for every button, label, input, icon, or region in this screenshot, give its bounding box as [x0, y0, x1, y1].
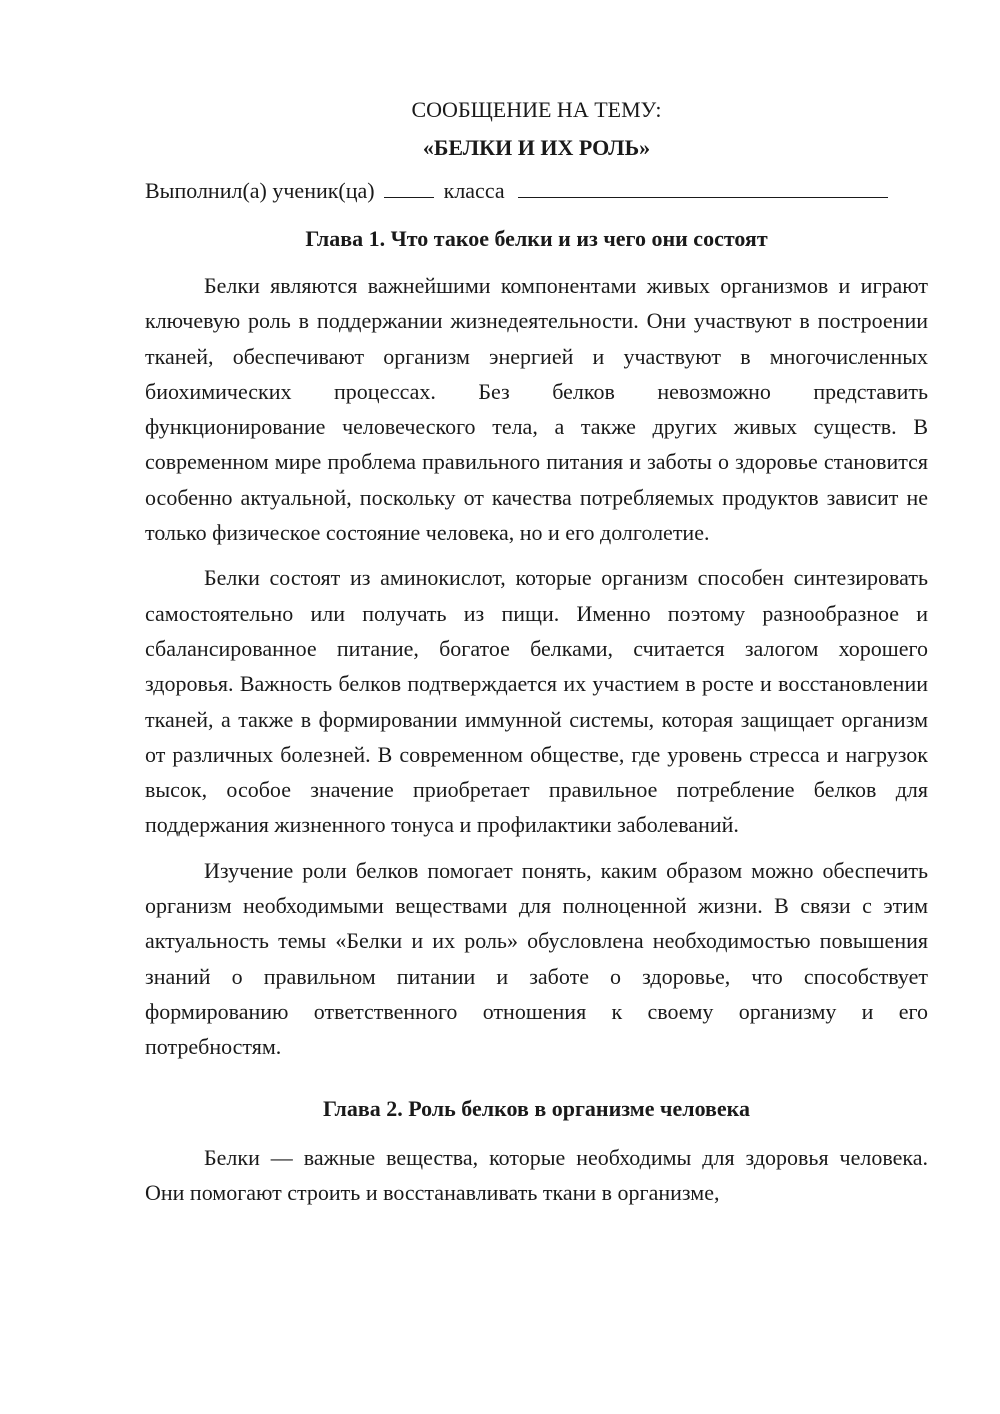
chapter-1-paragraph-3: Изучение роли белков помогает понять, каким образом можно обеспечить организм необходимыми веществами для полноценной жизни. В связи с этим актуальность темы «Белки и их роль» обусловлена необходимостью повышения знаний о правильном питании и заботе о здоровье, что способствует формированию ответственного отношения к своему организму и его потребностям. [145, 857, 928, 1060]
author-class-label: класса [443, 178, 505, 203]
document-title-line2: «БЕЛКИ И ИХ РОЛЬ» [422, 135, 651, 160]
document-title-line1: СООБЩЕНИЕ НА ТЕМУ: [411, 97, 662, 122]
chapter-2-paragraph-1: Белки — важные вещества, которые необходимы для здоровья человека. Они помогают строить и восстанавливать ткани в организме, [145, 1144, 928, 1205]
class-letter-blank [518, 175, 888, 198]
chapter-2-title: Глава 2. Роль белков в организме человека [322, 1095, 751, 1121]
author-line [145, 173, 928, 208]
chapter-1-paragraph-1: Белки являются важнейшими компонентами живых организмов и играют ключевую роль в поддержании жизнедеятельности. Они участвуют в построении тканей, обеспечивают организм энергией и участвуют в многочисленных биохимических процессах. Без белков невозможно представить функционирование человеческого тела, а также других живых существ. В современном мире проблема правильного питания и заботы о здоровье становится особенно актуальной, поскольку от качества потребляемых продуктов зависит не только физическое состояние человека, но и его долголетие. [145, 273, 928, 546]
author-prefix: Выполнил(а) ученик(ца) [145, 178, 375, 203]
document-page [145, 92, 928, 1220]
class-number-blank [384, 175, 434, 198]
chapter-1-title: Глава 1. Что такое белки и из чего они состоят [305, 226, 768, 251]
chapter-1-paragraph-2: Белки состоят из аминокислот, которые организм способен синтезировать самостоятельно или получать из пищи. Именно поэтому разнообразное и сбалансированное питание, богатое белками, считается залогом хорошего здоровья. Важность белков подтверждается их участием в росте и восстановлении тканей, а также в формировании иммунной системы, которая защищает организм от различных болезней. В современном обществе, где уровень стресса и нагрузок высок, особое значение приобретает правильное потребление белков для поддержания жизненного тонуса и профилактики заболеваний. [145, 565, 928, 838]
